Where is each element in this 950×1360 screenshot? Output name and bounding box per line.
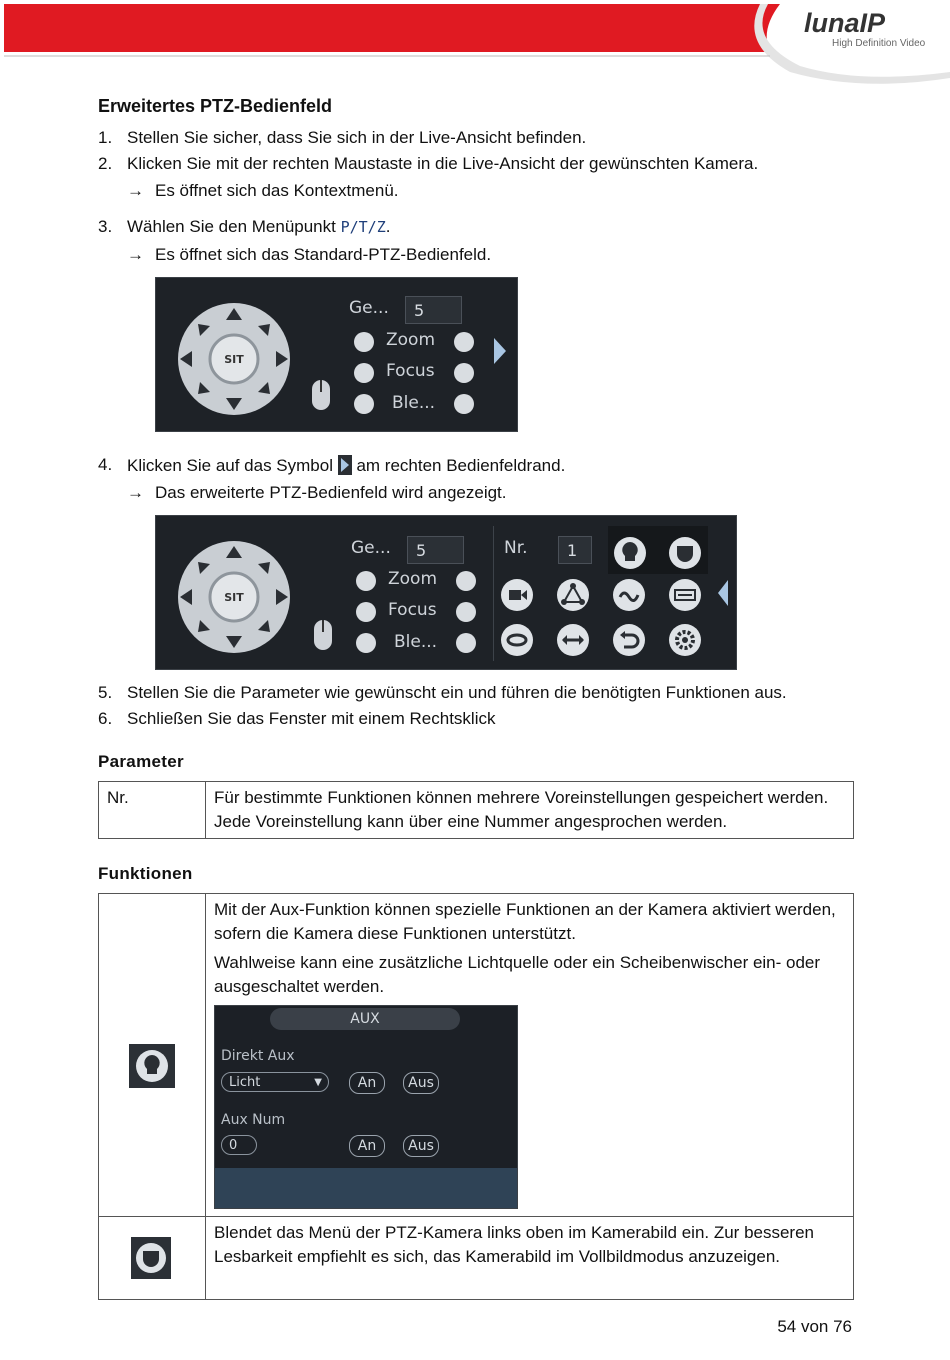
- tour-icon[interactable]: [556, 578, 590, 612]
- zoom-label: Zoom: [388, 569, 438, 589]
- brand-logo: lunaIP: [804, 8, 886, 38]
- table-row: [99, 894, 854, 1217]
- result-arrow-icon: →: [127, 483, 144, 502]
- speed-label: Ge...: [349, 298, 389, 318]
- brand-tagline: High Definition Video: [832, 38, 926, 49]
- menu-item-code: P/T/Z: [340, 218, 386, 236]
- rotate-icon[interactable]: [500, 623, 534, 657]
- iris-plus-button[interactable]: [454, 394, 474, 414]
- direction-pad-icon[interactable]: [170, 300, 298, 418]
- speed-label: Ge...: [351, 538, 391, 558]
- scan-icon[interactable]: [668, 578, 702, 612]
- iris-label: Ble...: [394, 632, 438, 652]
- zoom-label: Zoom: [386, 330, 436, 350]
- table-row: [99, 1217, 854, 1300]
- sit-label: SIT: [224, 353, 244, 366]
- zoom-plus-button[interactable]: [456, 571, 476, 591]
- iris-minus-button[interactable]: [356, 633, 376, 653]
- camera-menu-icon[interactable]: [668, 536, 702, 570]
- zoom-plus-button[interactable]: [454, 332, 474, 352]
- iris-plus-button[interactable]: [456, 633, 476, 653]
- expand-symbol-icon: [338, 455, 352, 475]
- expand-arrow-icon[interactable]: [492, 336, 508, 366]
- focus-plus-button[interactable]: [456, 602, 476, 622]
- parameter-heading: Parameter: [98, 752, 184, 771]
- section-title: Erweitertes PTZ-Bedienfeld: [98, 96, 333, 116]
- aux-dialog: [214, 1005, 518, 1209]
- step-4-result: → Das erweiterte PTZ-Bedienfeld wird angezeigt.: [127, 483, 507, 502]
- aux-on-button[interactable]: An: [349, 1072, 385, 1094]
- aux-select[interactable]: Licht ▼: [221, 1072, 329, 1092]
- iris-label: Ble...: [392, 393, 436, 413]
- preset-label: Nr.: [504, 538, 528, 558]
- menu-description: Blendet das Menü der PTZ-Kamera links oben im Kamerabild ein. Zur besseren Lesbarkeit empfiehlt es sich, das Kamerabild im Vollbildmodus anzuzeigen.: [206, 1217, 854, 1300]
- aux-paragraph-1: Mit der Aux-Funktion können spezielle Funktionen an der Kamera aktiviert werden, sofern die Kamera diese Funktionen unterstützt.: [214, 900, 836, 943]
- flip-icon[interactable]: [556, 623, 590, 657]
- table-row: [99, 782, 854, 839]
- focus-minus-button[interactable]: [356, 602, 376, 622]
- result-arrow-icon: →: [127, 181, 144, 200]
- speed-field[interactable]: 5: [405, 296, 462, 324]
- direct-aux-label: Direkt Aux: [221, 1048, 295, 1064]
- ptz-panel-extended: [155, 515, 737, 670]
- funktionen-heading: Funktionen: [98, 864, 193, 883]
- aux-icon-cell: [99, 894, 206, 1217]
- focus-minus-button[interactable]: [354, 363, 374, 383]
- speed-field[interactable]: 5: [407, 536, 464, 564]
- aux-bulb-icon[interactable]: [613, 536, 647, 570]
- divider: [493, 526, 494, 661]
- camera-menu-icon: [131, 1237, 171, 1279]
- aux-description-cell: [206, 894, 854, 1217]
- aux-num-off-button[interactable]: Aus: [403, 1135, 439, 1157]
- zoom-minus-button[interactable]: [354, 332, 374, 352]
- page-number: 54 von 76: [777, 1317, 852, 1336]
- mouse-icon: [312, 618, 334, 652]
- aux-num-on-button[interactable]: An: [349, 1135, 385, 1157]
- funktionen-table: [98, 893, 854, 1300]
- reset-icon[interactable]: [612, 623, 646, 657]
- step-2-result: → Es öffnet sich das Kontextmenü.: [127, 181, 399, 200]
- aux-num-label: Aux Num: [221, 1112, 286, 1128]
- direction-pad-icon[interactable]: [170, 538, 298, 656]
- aux-dialog-title: AUX: [270, 1008, 460, 1030]
- parameter-table: [98, 781, 854, 839]
- focus-plus-button[interactable]: [454, 363, 474, 383]
- focus-label: Focus: [386, 361, 435, 381]
- zoom-minus-button[interactable]: [356, 571, 376, 591]
- aux-off-button[interactable]: Aus: [403, 1072, 439, 1094]
- step-3-result: → Es öffnet sich das Standard-PTZ-Bedienfeld.: [127, 245, 492, 264]
- sit-label: SIT: [224, 591, 244, 604]
- record-icon[interactable]: [500, 578, 534, 612]
- chevron-down-icon: ▼: [314, 1077, 322, 1088]
- mouse-icon: [310, 378, 332, 412]
- pattern-icon[interactable]: [612, 578, 646, 612]
- parameter-description: Für bestimmte Funktionen können mehrere Voreinstellungen gespeichert werden. Jede Voreinstellung kann über eine Nummer angesprochen werden.: [206, 782, 854, 839]
- focus-label: Focus: [388, 600, 437, 620]
- menu-icon-cell: [99, 1217, 206, 1300]
- ptz-panel-standard: [155, 277, 518, 432]
- preset-field[interactable]: 1: [558, 536, 592, 564]
- gear-icon[interactable]: [668, 623, 702, 657]
- aux-paragraph-2: Wahlweise kann eine zusätzliche Lichtquelle oder ein Scheibenwischer ein- oder ausgeschaltet werden.: [214, 953, 821, 996]
- collapse-arrow-icon[interactable]: [716, 578, 730, 608]
- result-arrow-icon: →: [127, 245, 144, 264]
- aux-bulb-icon: [129, 1044, 175, 1088]
- aux-dialog-footer: [215, 1168, 517, 1208]
- iris-minus-button[interactable]: [354, 394, 374, 414]
- aux-num-field[interactable]: 0: [221, 1135, 257, 1155]
- parameter-name: Nr.: [99, 782, 206, 839]
